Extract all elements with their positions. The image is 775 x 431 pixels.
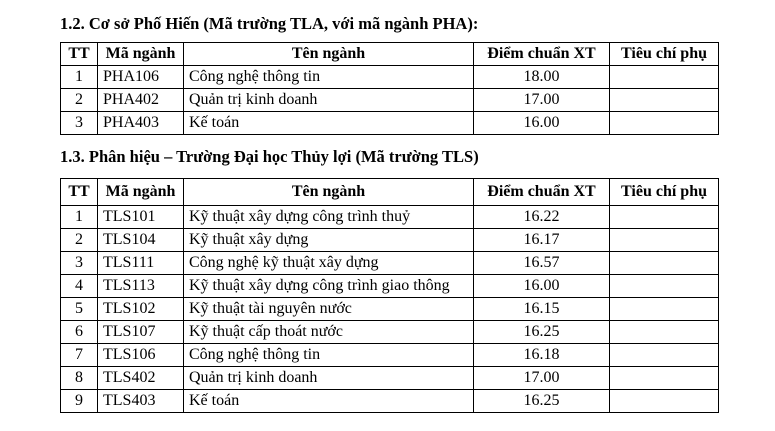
program-code-cell: TLS107 — [98, 321, 184, 344]
secondary-criteria-cell — [610, 229, 719, 252]
program-code-cell: TLS104 — [98, 229, 184, 252]
secondary-criteria-cell — [610, 66, 719, 89]
program-code-cell: PHA106 — [98, 66, 184, 89]
table-row — [61, 112, 719, 135]
program-code-cell: TLS106 — [98, 344, 184, 367]
cutoff-score-cell: 16.57 — [474, 252, 610, 275]
secondary-criteria-cell — [610, 252, 719, 275]
cutoff-score-cell: 16.15 — [474, 298, 610, 321]
secondary-criteria-cell — [610, 89, 719, 112]
table-row — [61, 298, 719, 321]
secondary-criteria-cell — [610, 344, 719, 367]
program-name-cell: Kỹ thuật tài nguyên nước — [184, 298, 474, 321]
cutoff-score-cell: 16.18 — [474, 344, 610, 367]
program-name-cell: Kỹ thuật cấp thoát nước — [184, 321, 474, 344]
column-header-code: Mã ngành — [98, 179, 184, 206]
program-code-cell: PHA402 — [98, 89, 184, 112]
table-header-row — [61, 43, 719, 66]
program-name-cell: Công nghệ kỹ thuật xây dựng — [184, 252, 474, 275]
secondary-criteria-cell — [610, 390, 719, 413]
section-heading-pho-hien: 1.2. Cơ sở Phố Hiến (Mã trường TLA, với mã ngành PHA): — [60, 14, 479, 33]
table-row — [61, 252, 719, 275]
program-code-cell: TLS403 — [98, 390, 184, 413]
row-number-cell: 3 — [61, 252, 98, 275]
cutoff-score-cell: 16.00 — [474, 112, 610, 135]
row-number-cell: 2 — [61, 89, 98, 112]
table-header-row — [61, 179, 719, 206]
cutoff-score-cell: 16.25 — [474, 321, 610, 344]
table-row — [61, 89, 719, 112]
row-number-cell: 8 — [61, 367, 98, 390]
row-number-cell: 1 — [61, 206, 98, 229]
pho-hien-score-table — [60, 42, 719, 135]
section-heading-phan-hieu: 1.3. Phân hiệu – Trường Đại học Thủy lợi (Mã trường TLS) — [60, 147, 479, 166]
table-row — [61, 275, 719, 298]
cutoff-score-cell: 17.00 — [474, 89, 610, 112]
cutoff-score-cell: 17.00 — [474, 367, 610, 390]
program-code-cell: TLS101 — [98, 206, 184, 229]
secondary-criteria-cell — [610, 275, 719, 298]
column-header-tt: TT — [61, 43, 98, 66]
program-name-cell: Kỹ thuật xây dựng — [184, 229, 474, 252]
table-row — [61, 344, 719, 367]
program-name-cell: Kế toán — [184, 112, 474, 135]
row-number-cell: 6 — [61, 321, 98, 344]
cutoff-score-cell: 16.00 — [474, 275, 610, 298]
cutoff-score-cell: 16.25 — [474, 390, 610, 413]
column-header-code: Mã ngành — [98, 43, 184, 66]
program-name-cell: Kế toán — [184, 390, 474, 413]
table-row — [61, 321, 719, 344]
secondary-criteria-cell — [610, 112, 719, 135]
column-header-score: Điểm chuẩn XT — [474, 43, 610, 66]
row-number-cell: 7 — [61, 344, 98, 367]
cutoff-score-cell: 16.17 — [474, 229, 610, 252]
row-number-cell: 5 — [61, 298, 98, 321]
program-name-cell: Quản trị kinh doanh — [184, 89, 474, 112]
program-code-cell: TLS111 — [98, 252, 184, 275]
cutoff-score-cell: 18.00 — [474, 66, 610, 89]
secondary-criteria-cell — [610, 367, 719, 390]
program-name-cell: Kỹ thuật xây dựng công trình giao thông — [184, 275, 474, 298]
program-code-cell: TLS102 — [98, 298, 184, 321]
column-header-name: Tên ngành — [184, 179, 474, 206]
table-row — [61, 206, 719, 229]
table-body — [61, 206, 719, 413]
secondary-criteria-cell — [610, 321, 719, 344]
secondary-criteria-cell — [610, 298, 719, 321]
column-header-score: Điểm chuẩn XT — [474, 179, 610, 206]
table-row — [61, 229, 719, 252]
column-header-extra: Tiêu chí phụ — [610, 179, 719, 206]
row-number-cell: 2 — [61, 229, 98, 252]
column-header-extra: Tiêu chí phụ — [610, 43, 719, 66]
column-header-tt: TT — [61, 179, 98, 206]
program-name-cell: Công nghệ thông tin — [184, 344, 474, 367]
phan-hieu-score-table — [60, 178, 719, 413]
row-number-cell: 1 — [61, 66, 98, 89]
table-row — [61, 367, 719, 390]
table-body — [61, 66, 719, 135]
row-number-cell: 4 — [61, 275, 98, 298]
program-code-cell: TLS402 — [98, 367, 184, 390]
program-name-cell: Công nghệ thông tin — [184, 66, 474, 89]
row-number-cell: 9 — [61, 390, 98, 413]
cutoff-score-cell: 16.22 — [474, 206, 610, 229]
table-row — [61, 390, 719, 413]
program-code-cell: PHA403 — [98, 112, 184, 135]
secondary-criteria-cell — [610, 206, 719, 229]
row-number-cell: 3 — [61, 112, 98, 135]
program-code-cell: TLS113 — [98, 275, 184, 298]
column-header-name: Tên ngành — [184, 43, 474, 66]
program-name-cell: Quản trị kinh doanh — [184, 367, 474, 390]
table-row — [61, 66, 719, 89]
program-name-cell: Kỹ thuật xây dựng công trình thuỷ — [184, 206, 474, 229]
